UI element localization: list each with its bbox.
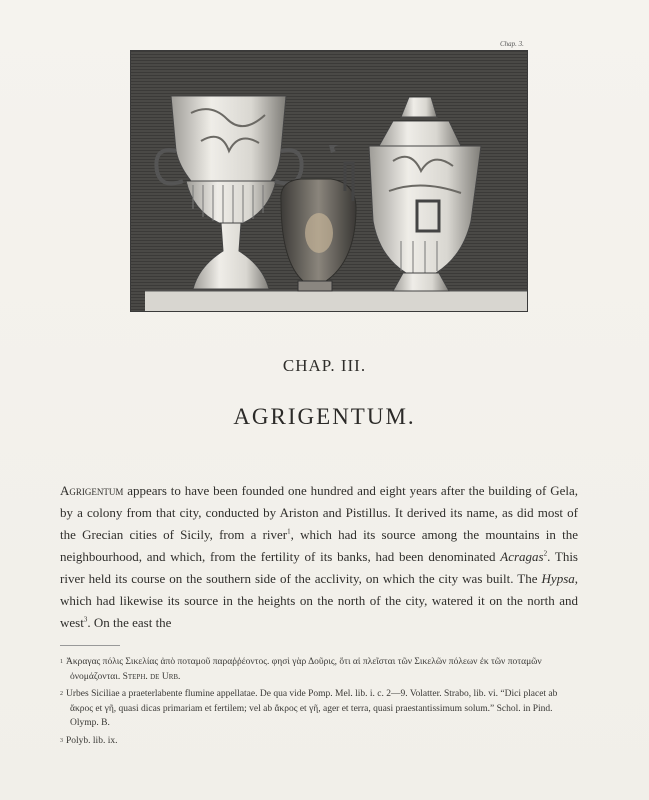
- footnote-3: [60, 734, 580, 749]
- body-text-4: , which had likewise its source in the heights on the north of the city, watered it on the north and west: [60, 571, 578, 630]
- chapter-title: AGRIGENTUM.: [233, 404, 416, 429]
- hypsa-term: Hypsa: [541, 571, 575, 586]
- body-paragraph: [60, 480, 578, 634]
- footnote-rule: [60, 645, 120, 646]
- footnote-text: Ἀκραγας πόλις Σικελίας ἀπὸ ποταμοῦ παραῤῥέοντος. φησὶ γὰρ Δοῦρις, ὅτι αἱ πλεῖσται τῶν Σικελῶν πόλεων ἐκ τῶν ποταμῶν ὀνομάζονται.: [66, 657, 542, 682]
- acragas-term: Acragas: [500, 549, 544, 564]
- lead-word: Agrigentum: [60, 483, 124, 498]
- footnotes: [60, 655, 580, 751]
- footnote-text: Urbes Siciliae a praeterlabente flumine appellatae. De qua vide Pomp. Mel. lib. i. c. 2—9. Volatter. Strabo, lib. vi. “Dici placet ab ἄκρος et γῆ, quasi dicas primariam et fertilem; vel ab ἄκρος et γῆ, ager et terra, quasi praestantissimum solum.” Schol. in Pind. Olymp. B.: [66, 689, 558, 728]
- engraving-plate: [130, 50, 528, 312]
- body-text-3: . This river held its course on the southern side of the acclivity, on which the city was built. The: [60, 549, 578, 586]
- vases-engraving: [131, 51, 527, 311]
- footnote-ref-1[interactable]: 1: [287, 527, 291, 536]
- footnote-mark: 2: [60, 691, 63, 697]
- body-text-2: , which had its source among the mountains in the neighbourhood, and which, from the fertility of its banks, had been denominated: [60, 527, 578, 564]
- footnote-ref-2[interactable]: 2: [543, 549, 548, 558]
- footnote-2: [60, 687, 580, 731]
- footnote-ref-3[interactable]: 3: [83, 615, 88, 624]
- body-text-5: . On the east the: [87, 615, 172, 630]
- footnote-1: [60, 655, 580, 684]
- chapter-number: CHAP. III.: [282, 356, 367, 375]
- plate-reference: Chap. 3.: [500, 40, 524, 48]
- footnote-source: Steph. de Urb.: [122, 671, 181, 682]
- footnote-mark: 1: [60, 659, 63, 665]
- footnote-text: Polyb. lib. ix.: [66, 735, 118, 746]
- footnote-mark: 3: [60, 737, 63, 744]
- body-text-1: appears to have been founded one hundred and eight years after the building of Gela, by a colony from that city, conducted by Ariston and Pistillus. It derived its name, as did most of the Grecian cities of Sicily, from a river: [60, 483, 578, 542]
